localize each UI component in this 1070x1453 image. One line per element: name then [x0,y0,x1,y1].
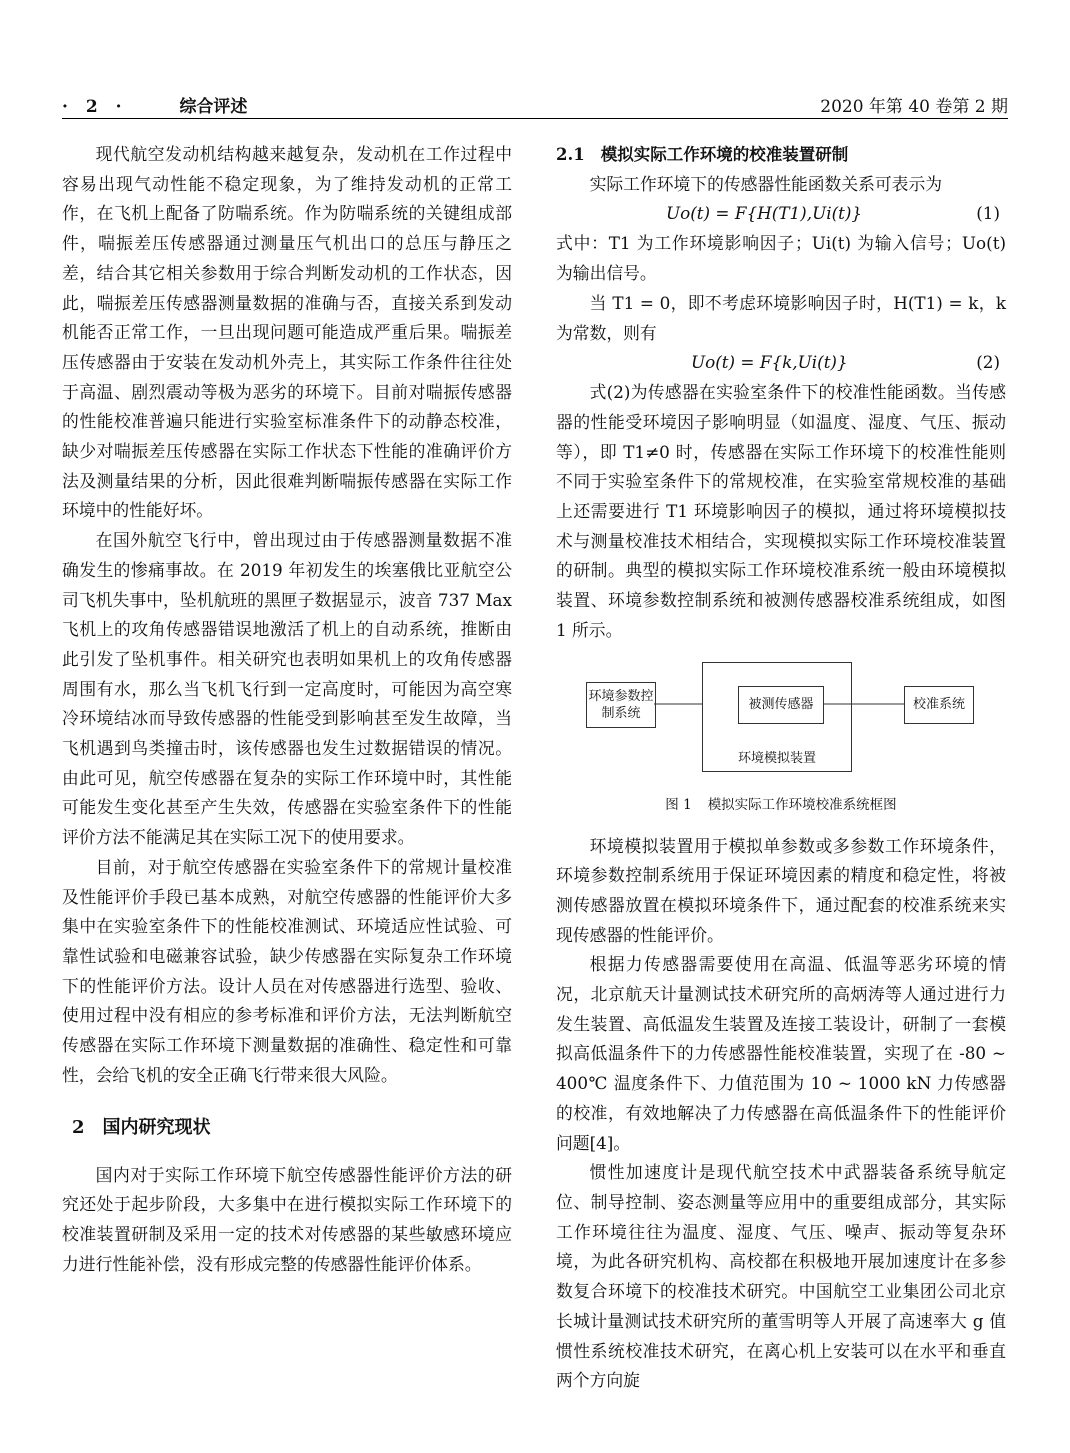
subsection-number: 2.1 [556,145,585,164]
equation-2 [556,348,1006,378]
box-calibration-system: 校准系统 [904,686,974,724]
equation-body: Uo(t) = F{k,Ui(t)} [691,352,848,373]
subsection-title: 模拟实际工作环境的校准装置研制 [600,145,849,164]
paragraph: 现代航空发动机结构越来越复杂，发动机在工作过程中容易出现气动性能不稳定现象，为了维持发动机的正常工作，在飞机上配备了防喘系统。作为防喘系统的关键组成部件，喘振差压传感器通过测量压气机出口的总压与静压之差，结合其它相关参数用于综合判断发动机的工作状态，因此，喘振差压传感器测量数据的准确与否，直接关系到发动机能否正常工作，一旦出现问题可能造成严重后果。喘振差压传感器由于安装在发动机外壳上，其实际工作条件往往处于高温、剧烈震动等极为恶劣的环境下。目前对喘振传感器的性能校准普遍只能进行实验室标准条件下的动静态校准，缺少对喘振差压传感器在实际工作状态下性能的准确评价方法及测量结果的分析，因此很难判断喘振传感器在实际工作环境中的性能好坏。 [62,144,512,521]
section-name: 综合评述 [179,97,248,117]
paragraph: 实际工作环境下的传感器性能函数关系可表示为 [589,173,943,194]
paragraph: 根据力传感器需要使用在高温、低温等恶劣环境的情况，北京航天计量测试技术研究所的高炳涛等人通过进行力发生装置、高低温发生装置及连接工装设计，研制了一套模拟高低温条件下的力传感器性能校准装置，实现了在 -80 ~ 400℃ 温度条件下、力值范围为 10 ~ 1000 kN 力传感器的校准，有效地解决了力传感器在高低温条件下的性能评价问题[4]。 [556,954,1006,1153]
paragraph: 国内对于实际工作环境下航空传感器性能评价方法的研究还处于起步阶段，大多集中在进行模拟实际工作环境下的校准装置研制及采用一定的技术对传感器的某些敏感环境应力进行性能补偿，没有形成完整的传感器性能评价体系。 [62,1164,512,1274]
figure-label: 图 1 [665,796,692,813]
box-env-simulation: 环境模拟装置 [702,662,852,772]
subsection-heading [556,140,1006,170]
paragraph: 当 T1 = 0，即不考虑环境影响因子时，H(T1) = k，k 为常数，则有 [556,292,1006,343]
box-sensor-under-test: 被测传感器 [738,686,824,724]
figure-title: 模拟实际工作环境校准系统框图 [707,796,897,813]
section-number: 2 [72,1116,85,1138]
paragraph: 在国外航空飞行中，曾出现过由于传感器测量数据不准确发生的惨痛事故。在 2019 年初发生的埃塞俄比亚航空公司飞机失事中，坠机航班的黑匣子数据显示，波音 737 Max 飞机上的攻角传感器错误地激活了机上的自动系统，推断由此引发了坠机事件。相关研究也表明如果机上的攻角传感器周围有水，那么当飞机飞行到一定高度时，可能因为高空寒冷环境结冰而导致传感器的性能受到影响甚至发生故障，当飞机遇到鸟类撞击时，该传感器也发生过数据错误的情况。由此可见，航空传感器在复杂的实际工作环境中时，其性能可能发生变化甚至产生失效，传感器在实验室条件下的性能评价方法不能满足其在实际工况下的使用要求。 [62,530,512,848]
paragraph: 式中：T1 为工作环境影响因子；Ui(t) 为输入信号；Uo(t) 为输出信号。 [556,233,1006,284]
header-left [62,92,247,117]
section-title: 国内研究现状 [102,1116,211,1138]
paragraph: 式(2)为传感器在实验室条件下的校准性能函数。当传感器的性能受环境因子影响明显（如温度、湿度、气压、振动等），即 T1≠0 时，传感器在实际工作环境下的校准性能则不同于实验室条件下的常规校准，在实验室常规校准的基础上还需要进行 T1 环境影响因子的模拟，通过将环境模拟技术与测量校准技术相结合，实现模拟实际工作环境校准装置的研制。典型的模拟实际工作环境校准系统一般由环境模拟装置、环境参数控制系统和被测传感器校准系统组成，如图 1 所示。 [556,382,1006,640]
box-env-param-control: 环境参数控制系统 [586,682,656,728]
paragraph: 环境模拟装置用于模拟单参数或多参数工作环境条件，环境参数控制系统用于保证环境因素的精度和稳定性，将被测传感器放置在模拟环境条件下，通过配套的校准系统来实现传感器的性能评价。 [556,835,1006,945]
figure-1 [556,662,1006,832]
paragraph: 目前，对于航空传感器在实验室条件下的常规计量校准及性能评价手段已基本成熟，对航空传感器的性能评价大多集中在实验室条件下的性能校准测试、环境适应性试验、可靠性试验和电磁兼容试验，缺少传感器在实际复杂工作环境下的性能评价方法。设计人员在对传感器进行选型、验收、使用过程中没有相应的参考标准和评价方法，无法判断航空传感器在实际工作环境下测量数据的准确性、稳定性和可靠性，会给飞机的安全正确飞行带来很大风险。 [62,856,512,1085]
figure-caption [556,794,1006,816]
page-number: · 2 · [62,97,128,117]
paragraph: 惯性加速度计是现代航空技术中武器装备系统导航定位、制导控制、姿态测量等应用中的重要组成部分，其实际工作环境往往为温度、湿度、气压、噪声、振动等复杂环境，为此各研究机构、高校都在积极地开展加速度计在多参数复合环境下的校准技术研究。中国航空工业集团公司北京长城计量测试技术研究所的董雪明等人开展了高速率大 g 值惯性系统校准技术研究，在离心机上安装可以在水平和垂直两个方向旋 [556,1162,1006,1391]
issue-info: 2020 年第 40 卷第 2 期 [820,97,1008,117]
right-column [556,140,1006,1396]
equation-number: (1) [976,203,1000,224]
section-heading [72,1113,512,1143]
left-column [62,140,512,1279]
header-rule [62,118,1008,119]
equation-number: (2) [976,352,1000,373]
equation-1 [556,199,1006,229]
equation-body: Uo(t) = F{H(T1),Ui(t)} [666,203,863,224]
